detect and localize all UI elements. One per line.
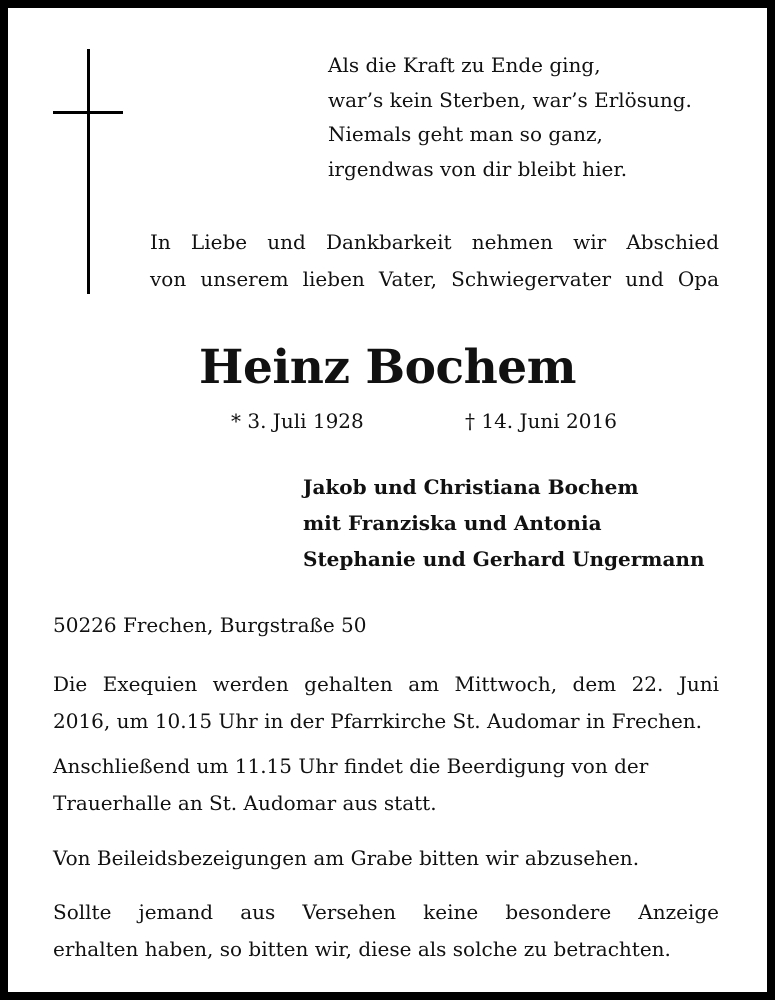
family-address: 50226 Frechen, Burgstraße 50: [53, 613, 367, 637]
mourners-list: [303, 469, 705, 577]
service-paragraph: [53, 666, 719, 739]
cross-vertical-bar: [87, 49, 90, 294]
mourner-line: mit Franziska und Antonia: [303, 511, 602, 535]
poem-line: Niemals geht man so ganz,: [328, 122, 603, 146]
intro-line: In Liebe und Dankbarkeit nehmen wir Abschied: [150, 230, 719, 254]
paragraph-line: Die Exequien werden gehalten am Mittwoch, dem 22. Juni: [53, 672, 719, 696]
poem: [328, 48, 692, 186]
poem-line: Als die Kraft zu Ende ging,: [328, 53, 601, 77]
burial-paragraph: [53, 748, 719, 821]
paragraph-line: Von Beileidsbezeigungen am Grabe bitten wir abzusehen.: [53, 846, 640, 870]
notice-paragraph: [53, 894, 719, 967]
poem-line: war’s kein Sterben, war’s Erlösung.: [328, 87, 692, 112]
farewell-intro: [150, 224, 719, 298]
mourner-line: Jakob und Christiana Bochem: [303, 475, 639, 499]
paragraph-line: 2016, um 10.15 Uhr in der Pfarrkirche St. Audomar in Frechen.: [53, 708, 703, 733]
paragraph-line: Sollte jemand aus Versehen keine besondere Anzeige: [53, 900, 719, 924]
birth-date: * 3. Juli 1928: [231, 409, 364, 433]
cross-horizontal-bar: [53, 111, 123, 114]
paragraph-line: erhalten haben, so bitten wir, diese als solche zu betrachten.: [53, 936, 671, 961]
latin-cross-icon: [53, 49, 123, 294]
intro-line: von unserem lieben Vater, Schwiegervater und Opa: [150, 267, 719, 291]
paragraph-line: Trauerhalle an St. Audomar aus statt.: [53, 790, 437, 815]
paragraph-line: Anschließend um 11.15 Uhr findet die Beerdigung von der: [53, 754, 649, 778]
deceased-name: Heinz Bochem: [199, 340, 576, 395]
mourner-line: Stephanie und Gerhard Ungermann: [303, 547, 705, 571]
poem-line: irgendwas von dir bleibt hier.: [328, 156, 628, 181]
condolences-paragraph: [53, 840, 719, 877]
death-date: † 14. Juni 2016: [465, 409, 617, 433]
